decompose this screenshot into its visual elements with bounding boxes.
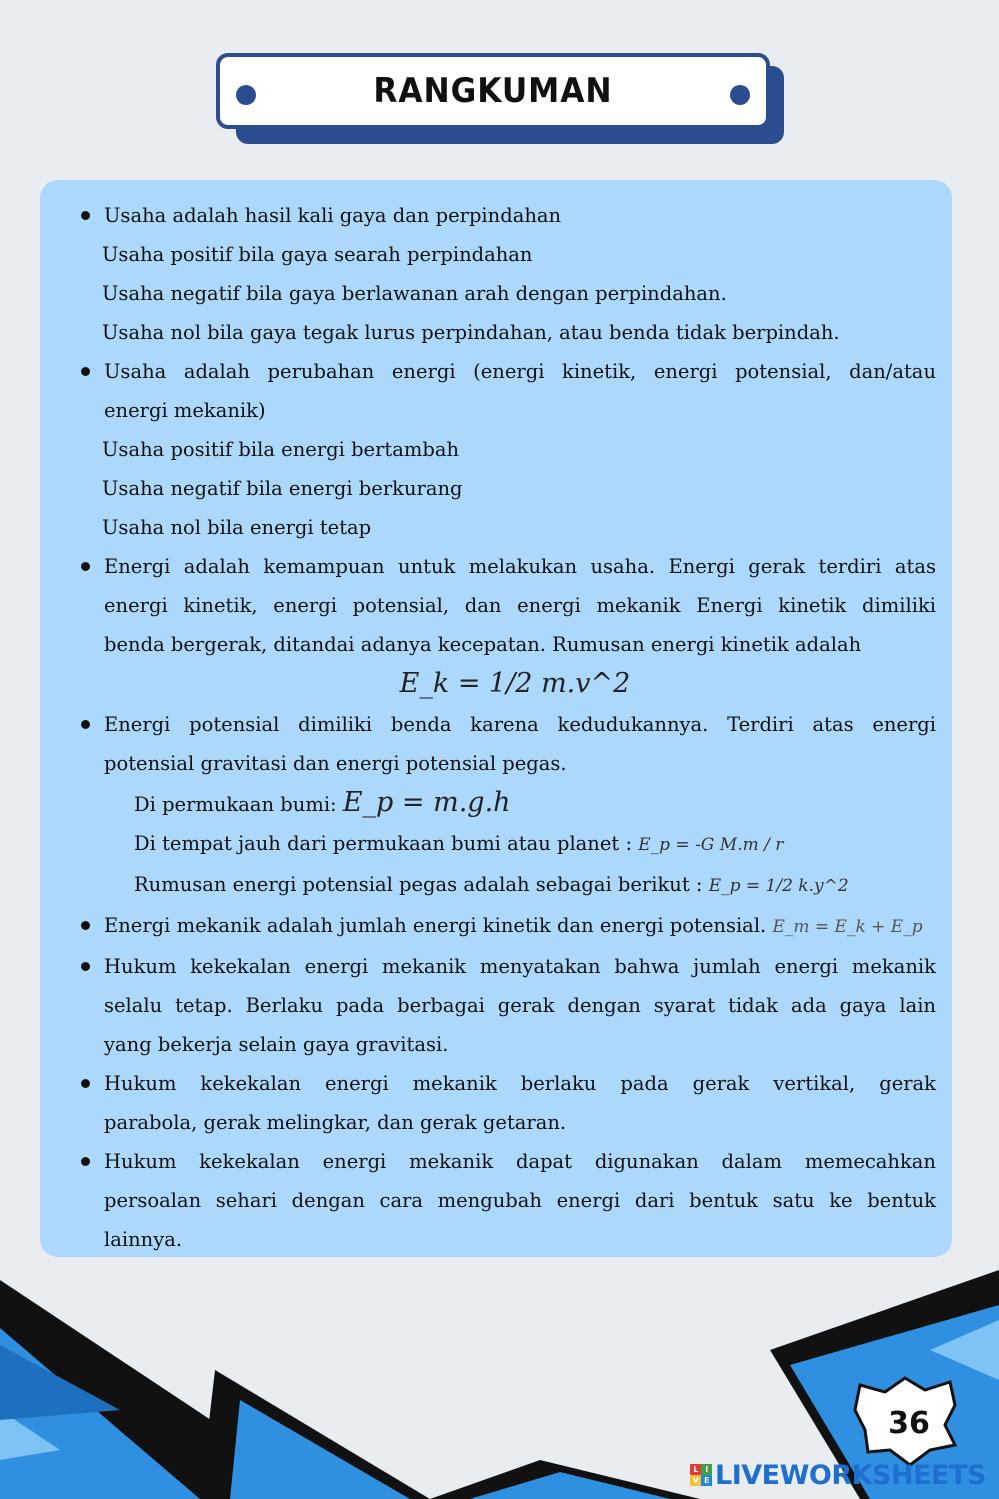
logo-letter: I (701, 1464, 712, 1475)
bullet-text: yang bekerja selain gaya gravitasi. (104, 1033, 449, 1056)
logo-letter: V (690, 1475, 701, 1486)
bullet-text: energi mekanik) (104, 399, 266, 422)
sub-text: Usaha positif bila energi bertambah (102, 438, 460, 461)
sub-item (66, 274, 936, 313)
bullet-text: Usaha adalah hasil kali gaya dan perpindahan (104, 204, 562, 227)
bullet-item-7 (66, 1064, 936, 1142)
formula-text: E_p = -G M.m / r (638, 835, 784, 855)
sub-item (66, 313, 936, 352)
bullet-item-2 (66, 352, 936, 430)
sub-text: Usaha negatif bila energi berkurang (102, 477, 463, 500)
logo-letter: E (701, 1475, 712, 1486)
bullet-item-6 (66, 947, 936, 1064)
bullet-text: Energi potensial dimiliki benda karena kedudukannya. Terdiri atas energi (104, 713, 936, 736)
bullet-text: Hukum kekekalan energi mekanik berlaku pada gerak vertikal, gerak (104, 1072, 936, 1095)
title-banner (216, 53, 770, 129)
bullet-text: lainnya. (104, 1228, 183, 1251)
liveworksheets-watermark (690, 1458, 990, 1492)
sub-label: Di permukaan bumi: (134, 793, 337, 816)
bullet-item-8 (66, 1142, 936, 1259)
potential-sub-item (66, 824, 936, 865)
sub-text: Usaha negatif bila gaya berlawanan arah dengan perpindahan. (102, 282, 727, 305)
bullet-text: Hukum kekekalan energi mekanik dapat digunakan dalam memecahkan (104, 1150, 936, 1173)
sub-item (66, 508, 936, 547)
bullet-text: Hukum kekekalan energi mekanik menyatakan bahwa jumlah energi mekanik (104, 955, 936, 978)
sub-item (66, 235, 936, 274)
formula-text: E_p = 1/2 k.y^2 (708, 876, 849, 896)
sub-text: Usaha nol bila energi tetap (102, 516, 372, 539)
banner-dot-right (730, 85, 750, 105)
deco-shape (230, 1400, 410, 1499)
bullet-item-1 (66, 196, 936, 235)
bullet-text: parabola, gerak melingkar, dan gerak getaran. (104, 1111, 567, 1134)
summary-content (66, 196, 936, 1259)
potential-sub-item (66, 783, 936, 824)
bullet-item-3 (66, 547, 936, 664)
sub-item (66, 430, 936, 469)
sub-text: Usaha nol bila gaya tegak lurus perpindahan, atau benda tidak berpindah. (102, 321, 840, 344)
bullet-text: Usaha adalah perubahan energi (energi kinetik, energi potensial, dan/atau (104, 360, 936, 383)
sub-item (66, 469, 936, 508)
page-number: 36 (888, 1405, 930, 1441)
watermark-text: LIVEWORKSHEETS (715, 1459, 986, 1491)
bullet-text: Energi adalah kemampuan untuk melakukan usaha. Energi gerak terdiri atas (104, 555, 936, 578)
formula-text: E_p = m.g.h (342, 787, 511, 818)
sub-label: Di tempat jauh dari permukaan bumi atau planet : (134, 832, 633, 855)
formula-text: E_k = 1/2 m.v^2 (399, 668, 631, 699)
banner-dot-left (236, 85, 256, 105)
page-title: RANGKUMAN (373, 71, 613, 111)
bullet-text: Energi mekanik adalah jumlah energi kinetik dan energi potensial. (104, 914, 767, 937)
bullet-text: potensial gravitasi dan energi potensial pegas. (104, 752, 567, 775)
bullet-text: energi kinetik, energi potensial, dan energi mekanik Energi kinetik dimiliki (104, 594, 936, 617)
bullet-text: persoalan sehari dengan cara mengubah energi dari bentuk satu ke bentuk (104, 1189, 936, 1212)
bullet-item-5 (66, 906, 936, 947)
logo-letter: L (690, 1464, 701, 1475)
bullet-text: selalu tetap. Berlaku pada berbagai gerak dengan syarat tidak ada gaya lain (104, 994, 936, 1017)
sub-label: Rumusan energi potensial pegas adalah sebagai berikut : (134, 873, 703, 896)
formula-text: E_m = E_k + E_p (772, 917, 923, 937)
potential-sub-item (66, 865, 936, 906)
bullet-text: benda bergerak, ditandai adanya kecepatan. Rumusan energi kinetik adalah (104, 633, 862, 656)
sub-text: Usaha positif bila gaya searah perpindahan (102, 243, 533, 266)
liveworksheets-logo-icon (690, 1464, 712, 1486)
bullet-item-4 (66, 705, 936, 783)
kinetic-energy-formula (66, 664, 936, 705)
